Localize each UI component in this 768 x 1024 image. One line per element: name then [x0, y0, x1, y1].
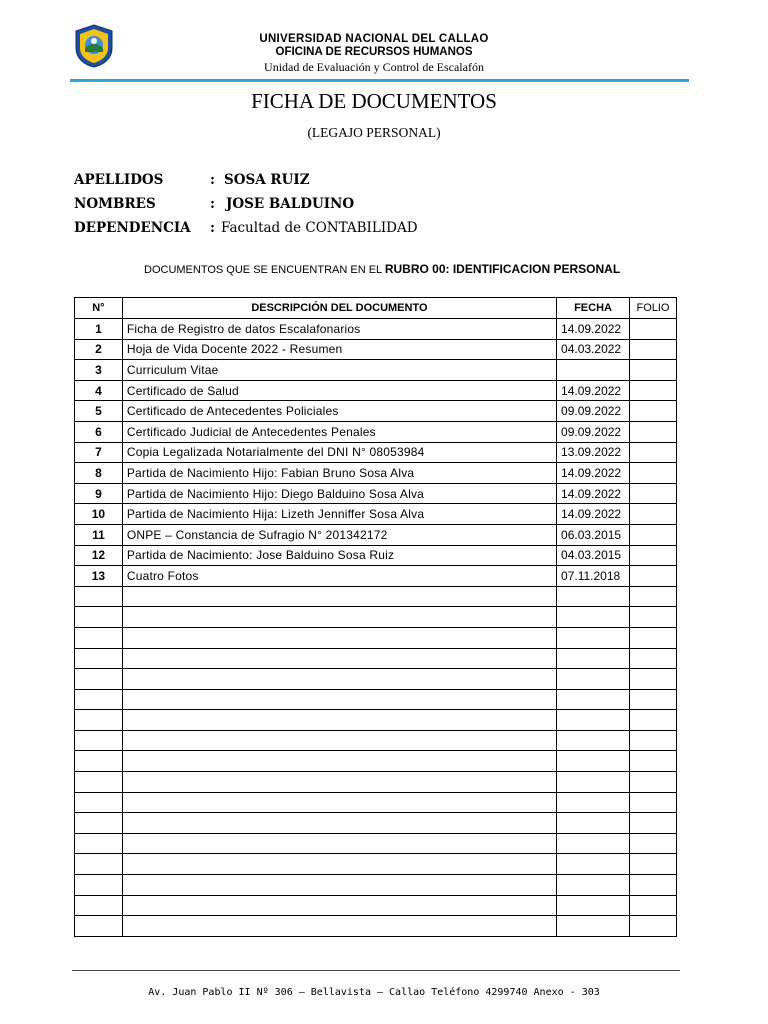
- rubro-name: RUBRO 00: IDENTIFICACION PERSONAL: [384, 262, 621, 276]
- row-folio: [630, 627, 677, 648]
- table-row-empty: [75, 895, 677, 916]
- apellidos-label: APELLIDOS: [74, 172, 164, 188]
- row-folio: [630, 648, 677, 669]
- row-number: [75, 648, 123, 669]
- table-row-empty: [75, 875, 677, 896]
- row-folio: [630, 463, 677, 484]
- row-number: [75, 607, 123, 628]
- row-description: Certificado Judicial de Antecedentes Penales: [122, 421, 556, 442]
- row-folio: [630, 607, 677, 628]
- row-folio: [630, 566, 677, 587]
- table-row-empty: [75, 689, 677, 710]
- row-date: 13.09.2022: [557, 442, 630, 463]
- header-date: FECHA: [557, 298, 630, 319]
- table-row-empty: [75, 586, 677, 607]
- row-date: [557, 627, 630, 648]
- row-folio: [630, 772, 677, 793]
- dependencia-value: Facultad de CONTABILIDAD: [221, 220, 418, 236]
- rubro-heading: [144, 262, 620, 276]
- row-date: [557, 875, 630, 896]
- unit-name: Unidad de Evaluación y Control de Escalafón: [264, 60, 484, 74]
- row-number: [75, 751, 123, 772]
- row-folio: [630, 380, 677, 401]
- row-description: [122, 730, 556, 751]
- row-folio: [630, 689, 677, 710]
- row-description: [122, 689, 556, 710]
- row-date: 07.11.2018: [557, 566, 630, 587]
- row-date: [557, 772, 630, 793]
- row-date: 14.09.2022: [557, 504, 630, 525]
- table-row: [75, 545, 677, 566]
- separator: :: [210, 220, 215, 236]
- row-date: 04.03.2022: [557, 339, 630, 360]
- table-row: [75, 442, 677, 463]
- documents-table: [74, 297, 677, 937]
- row-number: [75, 833, 123, 854]
- row-description: Hoja de Vida Docente 2022 - Resumen: [122, 339, 556, 360]
- header-folio: FOLIO: [630, 298, 677, 319]
- row-number: 10: [75, 504, 123, 525]
- row-date: [557, 751, 630, 772]
- row-date: [557, 669, 630, 690]
- row-description: [122, 792, 556, 813]
- header-description: DESCRIPCIÓN DEL DOCUMENTO: [122, 298, 556, 319]
- row-date: [557, 833, 630, 854]
- table-row: [75, 421, 677, 442]
- row-number: 1: [75, 319, 123, 340]
- row-date: 06.03.2015: [557, 524, 630, 545]
- row-date: 09.09.2022: [557, 401, 630, 422]
- row-number: [75, 710, 123, 731]
- row-folio: [630, 730, 677, 751]
- row-description: Cuatro Fotos: [122, 566, 556, 587]
- row-date: 09.09.2022: [557, 421, 630, 442]
- row-folio: [630, 895, 677, 916]
- row-number: 12: [75, 545, 123, 566]
- row-description: [122, 916, 556, 937]
- row-number: 9: [75, 483, 123, 504]
- row-number: 2: [75, 339, 123, 360]
- table-row: [75, 319, 677, 340]
- table-row-empty: [75, 710, 677, 731]
- table-row-empty: [75, 607, 677, 628]
- table-row: [75, 380, 677, 401]
- table-row: [75, 524, 677, 545]
- separator: :: [210, 172, 215, 188]
- row-description: [122, 586, 556, 607]
- university-name: UNIVERSIDAD NACIONAL DEL CALLAO: [259, 33, 489, 45]
- row-date: [557, 689, 630, 710]
- table-row-empty: [75, 772, 677, 793]
- row-description: [122, 854, 556, 875]
- table-row-empty: [75, 854, 677, 875]
- row-number: 5: [75, 401, 123, 422]
- row-number: 6: [75, 421, 123, 442]
- table-row-empty: [75, 833, 677, 854]
- row-folio: [630, 524, 677, 545]
- row-number: 3: [75, 360, 123, 381]
- separator: :: [210, 196, 215, 212]
- row-date: [557, 813, 630, 834]
- row-number: 8: [75, 463, 123, 484]
- row-description: [122, 875, 556, 896]
- row-description: [122, 627, 556, 648]
- row-folio: [630, 442, 677, 463]
- row-date: [557, 730, 630, 751]
- row-folio: [630, 319, 677, 340]
- footer-divider: [72, 970, 680, 971]
- row-description: [122, 833, 556, 854]
- row-date: 14.09.2022: [557, 463, 630, 484]
- office-name: OFICINA DE RECURSOS HUMANOS: [275, 46, 473, 58]
- table-row-empty: [75, 792, 677, 813]
- row-number: 4: [75, 380, 123, 401]
- row-number: [75, 730, 123, 751]
- row-date: [557, 648, 630, 669]
- row-number: [75, 627, 123, 648]
- row-description: ONPE – Constancia de Sufragio N° 201342172: [122, 524, 556, 545]
- row-description: Partida de Nacimiento Hijo: Fabian Bruno Sosa Alva: [122, 463, 556, 484]
- row-description: [122, 607, 556, 628]
- row-folio: [630, 483, 677, 504]
- row-folio: [630, 669, 677, 690]
- document-subtitle: (LEGAJO PERSONAL): [307, 125, 441, 140]
- row-date: [557, 710, 630, 731]
- rubro-prefix: DOCUMENTOS QUE SE ENCUENTRAN EN EL: [144, 264, 382, 276]
- table-row-empty: [75, 669, 677, 690]
- row-folio: [630, 751, 677, 772]
- row-date: [557, 360, 630, 381]
- row-number: [75, 813, 123, 834]
- row-date: 14.09.2022: [557, 483, 630, 504]
- row-description: Copia Legalizada Notarialmente del DNI N° 08053984: [122, 442, 556, 463]
- apellidos-value: SOSA RUIZ: [224, 172, 310, 188]
- row-folio: [630, 875, 677, 896]
- table-row-empty: [75, 648, 677, 669]
- row-number: [75, 916, 123, 937]
- row-number: 13: [75, 566, 123, 587]
- row-description: [122, 813, 556, 834]
- table-row-empty: [75, 813, 677, 834]
- row-folio: [630, 854, 677, 875]
- header-divider: [70, 79, 689, 82]
- row-number: [75, 586, 123, 607]
- row-description: Curriculum Vitae: [122, 360, 556, 381]
- header-number: N°: [75, 298, 123, 319]
- row-number: [75, 689, 123, 710]
- row-description: [122, 710, 556, 731]
- row-description: [122, 648, 556, 669]
- table-row-empty: [75, 627, 677, 648]
- row-description: [122, 669, 556, 690]
- row-description: [122, 895, 556, 916]
- row-folio: [630, 833, 677, 854]
- dependencia-label: DEPENDENCIA: [74, 220, 191, 236]
- row-number: 7: [75, 442, 123, 463]
- row-description: Certificado de Antecedentes Policiales: [122, 401, 556, 422]
- row-description: [122, 772, 556, 793]
- row-date: [557, 916, 630, 937]
- table-header-row: [75, 298, 677, 319]
- row-date: [557, 895, 630, 916]
- row-folio: [630, 339, 677, 360]
- row-description: Certificado de Salud: [122, 380, 556, 401]
- table-row: [75, 339, 677, 360]
- row-folio: [630, 401, 677, 422]
- row-folio: [630, 710, 677, 731]
- nombres-label: NOMBRES: [74, 196, 156, 212]
- table-body: [75, 319, 677, 937]
- row-date: [557, 792, 630, 813]
- row-date: [557, 854, 630, 875]
- row-number: [75, 895, 123, 916]
- row-date: 14.09.2022: [557, 319, 630, 340]
- row-folio: [630, 792, 677, 813]
- row-date: 04.03.2015: [557, 545, 630, 566]
- row-folio: [630, 916, 677, 937]
- row-folio: [630, 813, 677, 834]
- row-number: [75, 854, 123, 875]
- row-description: Partida de Nacimiento Hijo: Diego Balduino Sosa Alva: [122, 483, 556, 504]
- table-row: [75, 360, 677, 381]
- row-date: [557, 586, 630, 607]
- table-row: [75, 504, 677, 525]
- document-title: FICHA DE DOCUMENTOS: [251, 89, 497, 113]
- table-row: [75, 401, 677, 422]
- row-description: [122, 751, 556, 772]
- row-date: 14.09.2022: [557, 380, 630, 401]
- row-number: [75, 792, 123, 813]
- row-description: Partida de Nacimiento: Jose Balduino Sosa Ruiz: [122, 545, 556, 566]
- table-row: [75, 483, 677, 504]
- row-folio: [630, 360, 677, 381]
- footer-address: Av. Juan Pablo II Nº 306 – Bellavista – Callao Teléfono 4299740 Anexo - 303: [148, 987, 600, 998]
- row-date: [557, 607, 630, 628]
- row-number: [75, 669, 123, 690]
- table-row-empty: [75, 751, 677, 772]
- row-folio: [630, 545, 677, 566]
- table-row: [75, 566, 677, 587]
- row-folio: [630, 421, 677, 442]
- row-description: Partida de Nacimiento Hija: Lizeth Jenniffer Sosa Alva: [122, 504, 556, 525]
- row-description: Ficha de Registro de datos Escalafonarios: [122, 319, 556, 340]
- row-folio: [630, 586, 677, 607]
- table-row-empty: [75, 916, 677, 937]
- row-number: [75, 772, 123, 793]
- table-row-empty: [75, 730, 677, 751]
- row-folio: [630, 504, 677, 525]
- nombres-value: JOSE BALDUINO: [226, 196, 355, 212]
- table-row: [75, 463, 677, 484]
- row-number: 11: [75, 524, 123, 545]
- row-number: [75, 875, 123, 896]
